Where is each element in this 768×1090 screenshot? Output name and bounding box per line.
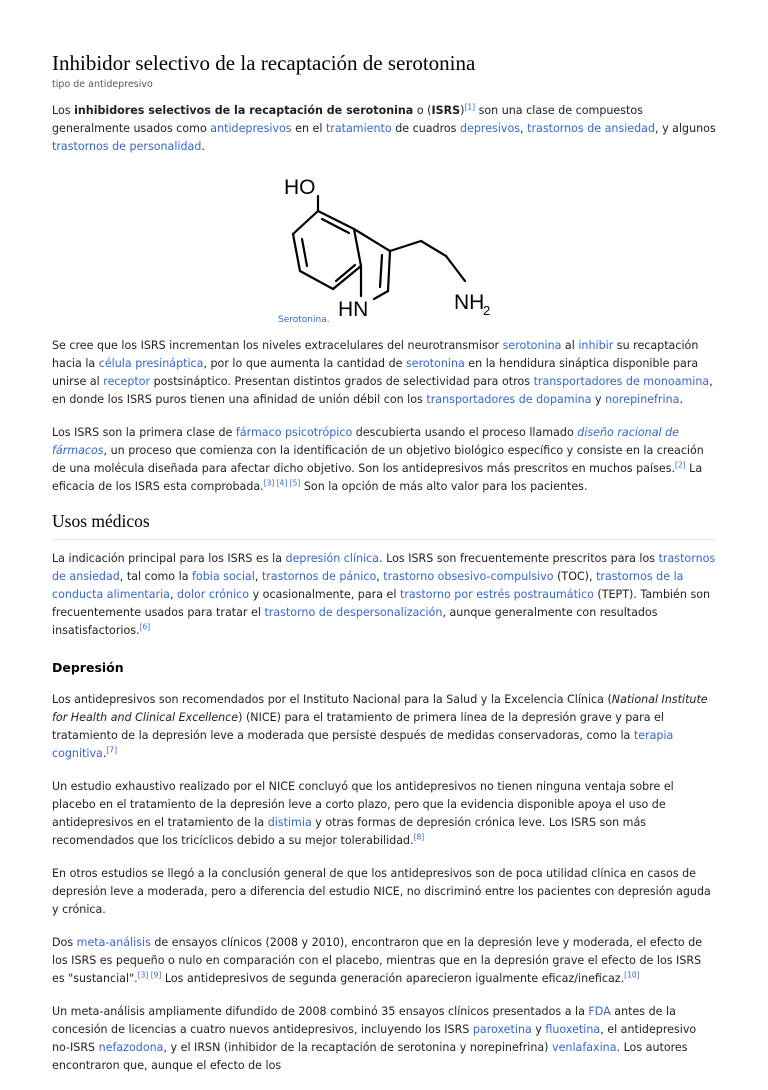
reference-link[interactable]: [10] [624,970,640,980]
link-fluoxetina[interactable]: fluoxetina [545,1023,601,1037]
serotonin-figure [52,171,716,325]
reference-link[interactable]: [2] [675,460,686,470]
text: antes de la concesión de licencias a cuatro nuevos antidepresivos, incluyendo los ISRS [52,1005,676,1037]
bold-term: inhibidores selectivos de la recaptación de serotonina [74,104,414,118]
link-conducta-alimentaria[interactable]: trastornos de la conducta alimentaria [52,570,684,602]
paragraph [52,778,716,850]
paragraph [52,691,716,763]
text: Los antidepresivos son recomendados por el Instituto Nacional para la Salud y la Excelencia Clínica ( [52,693,612,707]
text: , tal como la [119,570,193,584]
text: La eficacia de los ISRS esta comprobada. [52,462,703,494]
text: al [561,339,579,353]
link-depresion-clinica[interactable]: depresión clínica [285,552,380,566]
text: Se cree que los ISRS incrementan los niveles extracelulares del neurotransmisor [52,339,503,353]
reference-link[interactable]: [8] [413,832,425,842]
link-tratamiento[interactable]: tratamiento [325,122,392,136]
text: , [376,570,384,584]
text: Son la opción de más alto valor para los pacientes. [300,480,588,494]
link-nefazodona[interactable]: nefazodona [98,1041,164,1055]
text: (TOC), [553,570,597,584]
text: ) (NICE) para el tratamiento de primera línea de la depresión grave y para el tratamiento de la depresión leve a moderada que persiste después de medidas conservadoras, como la [52,711,664,743]
paragraph [52,337,716,409]
text: son una clase de compuestos generalmente usados como [52,104,643,136]
text: . [201,140,205,154]
nh2-subscript: 2 [483,303,491,319]
paragraph [52,865,716,919]
link-serotonina[interactable]: serotonina [502,339,562,353]
section-heading-usos-medicos: Usos médicos [52,511,716,540]
text: En otros estudios se llegó a la conclusión general de que los antidepresivos son de poca utilidad clínica en casos de depresión leve a moderada, pero a diferencia del estudio NICE, no discriminó entre los pacientes con depresión aguda y crónica. [52,867,711,917]
link-fda[interactable]: FDA [588,1005,611,1019]
section-heading-depresion: Depresión [52,660,124,676]
text: , por lo que aumenta la cantidad de [203,357,406,371]
text: (TEPT). También son frecuentemente usados para tratar el [52,588,711,620]
reference-link[interactable]: [5] [287,478,301,488]
link-toc[interactable]: trastorno obsesivo-compulsivo [383,570,554,584]
article [52,50,716,1090]
text: , y el IRSN (inhibidor de la recaptación de serotonina y norepinefrina) [163,1041,553,1055]
link-fobia-social[interactable]: fobia social [192,570,255,584]
link-venlafaxina[interactable]: venlafaxina [552,1041,617,1055]
text: Un meta-análisis ampliamente difundido de 2008 combinó 35 ensayos clínicos presentados a la [52,1005,589,1019]
link-transportadores-monoamina[interactable]: transportadores de monoamina [533,375,710,389]
link-norepinefrina[interactable]: norepinefrina [605,393,680,407]
text: La indicación principal para los ISRS es la [52,552,286,566]
text: postsináptico. Presentan distintos grados de selectividad para otros [150,375,534,389]
hn-label: HN [338,298,369,322]
link-meta-analisis[interactable]: meta-análisis [76,936,151,950]
paragraph [52,550,716,640]
link-distimia[interactable]: distimia [267,816,312,830]
text: , [169,588,178,602]
paragraph [52,424,716,496]
link-inhibir[interactable]: inhibir [578,339,614,353]
text: y [591,393,606,407]
text: Los ISRS son la primera clase de [52,426,236,440]
text: , [254,570,262,584]
reference-link[interactable]: [9] [148,970,162,980]
link-trastornos-ansiedad[interactable]: trastornos de ansiedad [52,552,716,584]
link-celula-presinaptica[interactable]: célula presináptica [98,357,204,371]
reference-link[interactable]: [3] [263,478,275,488]
link-terapia-cognitiva[interactable]: terapia cognitiva [52,729,674,761]
text: en el [291,122,326,136]
text: Dos [52,936,77,950]
ho-label: HO [284,176,316,200]
italic-text: National Institute for Health and Clinical Excellence [52,693,708,725]
link-transportadores-dopamina[interactable]: transportadores de dopamina [426,393,592,407]
text: , un proceso que comienza con la identificación de un objetivo biológico específico y consiste en la creación de una molécula diseñada para afectar dicho objetivo. Son los antidepresivos más prescritos en muchos países. [52,444,704,476]
text: , el antidepresivo no-ISRS [52,1023,697,1055]
text: . [102,747,107,761]
link-serotonina[interactable]: serotonina [405,357,465,371]
intro-paragraph [52,102,716,156]
page-title: Inhibidor selectivo de la recaptación de serotonina [52,51,476,75]
text: y [531,1023,546,1037]
text: . Los ISRS son frecuentemente prescritos para los [379,552,659,566]
text: Los antidepresivos de segunda generación aparecieron igualmente eficaz/ineficaz. [161,972,625,986]
nh2-label: NH [454,291,485,315]
text: , en donde los ISRS puros tienen una afinidad de unión débil con los [52,375,713,407]
link-dolor-cronico[interactable]: dolor crónico [177,588,250,602]
text: . Los autores encontraron que, aunque el efecto de los [52,1041,688,1073]
text: Los [52,104,75,118]
reference-link[interactable]: [3] [137,970,149,980]
link-receptor[interactable]: receptor [103,375,151,389]
link-tept[interactable]: trastorno por estrés postraumático [399,588,594,602]
text: de ensayos clínicos (2008 y 2010), encontraron que en la depresión leve y moderada, el efecto de los ISRS es pequeño o nulo en comparación con el placebo, mientras que en la depresión grave el efecto de los ISRS es "sustancial". [52,936,703,986]
link-trastornos-personalidad[interactable]: trastornos de personalidad [52,140,202,154]
link-trastornos-panico[interactable]: trastornos de pánico [261,570,377,584]
reference-link[interactable]: [4] [274,478,288,488]
link-paroxetina[interactable]: paroxetina [472,1023,532,1037]
reference-link[interactable]: [1] [464,102,476,112]
text: Un estudio exhaustivo realizado por el NICE concluyó que los antidepresivos no tienen ninguna ventaja sobre el placebo en el tratamiento de la depresión leve a corto plazo, pero que la evidencia disponible apoya el uso de antidepresivos en el tratamiento de la [52,780,674,830]
text: , y algunos [655,122,716,136]
reference-link[interactable]: [7] [106,745,117,755]
reference-link[interactable]: [6] [139,622,151,632]
text: , [520,122,528,136]
text: su recaptación hacia la [52,339,699,371]
serotonin-structure-image[interactable] [278,171,518,321]
paragraph [52,934,716,988]
link-despersonalizacion[interactable]: trastorno de despersonalización [264,606,443,620]
text: en la hendidura sináptica disponible para unirse al [52,357,699,389]
page-subtitle: tipo de antidepresivo [52,79,153,91]
text: de cuadros [391,122,460,136]
link-depresivos[interactable]: depresivos [460,122,521,136]
link-antidepresivos[interactable]: antidepresivos [210,122,292,136]
text: , aunque generalmente con resultados insatisfactorios. [52,606,658,638]
bold-term: ISRS [431,104,461,118]
text: y otras formas de depresión crónica leve. Los ISRS son más recomendados que los tricíclicos debido a su mejor tolerabilidad. [52,816,647,848]
text: o ( [413,104,432,118]
text: . [679,393,683,407]
paragraph [52,1003,716,1075]
link-trastornos-ansiedad[interactable]: trastornos de ansiedad [527,122,656,136]
text: ) [460,104,465,118]
link-farmaco-psicotropico[interactable]: fármaco psicotrópico [235,426,353,440]
text: y ocasionalmente, para el [249,588,400,602]
text: descubierta usando el proceso llamado [352,426,578,440]
figure-caption: Serotonina. [278,315,330,326]
link-diseno-racional[interactable]: diseño racional de fármacos [52,426,679,458]
